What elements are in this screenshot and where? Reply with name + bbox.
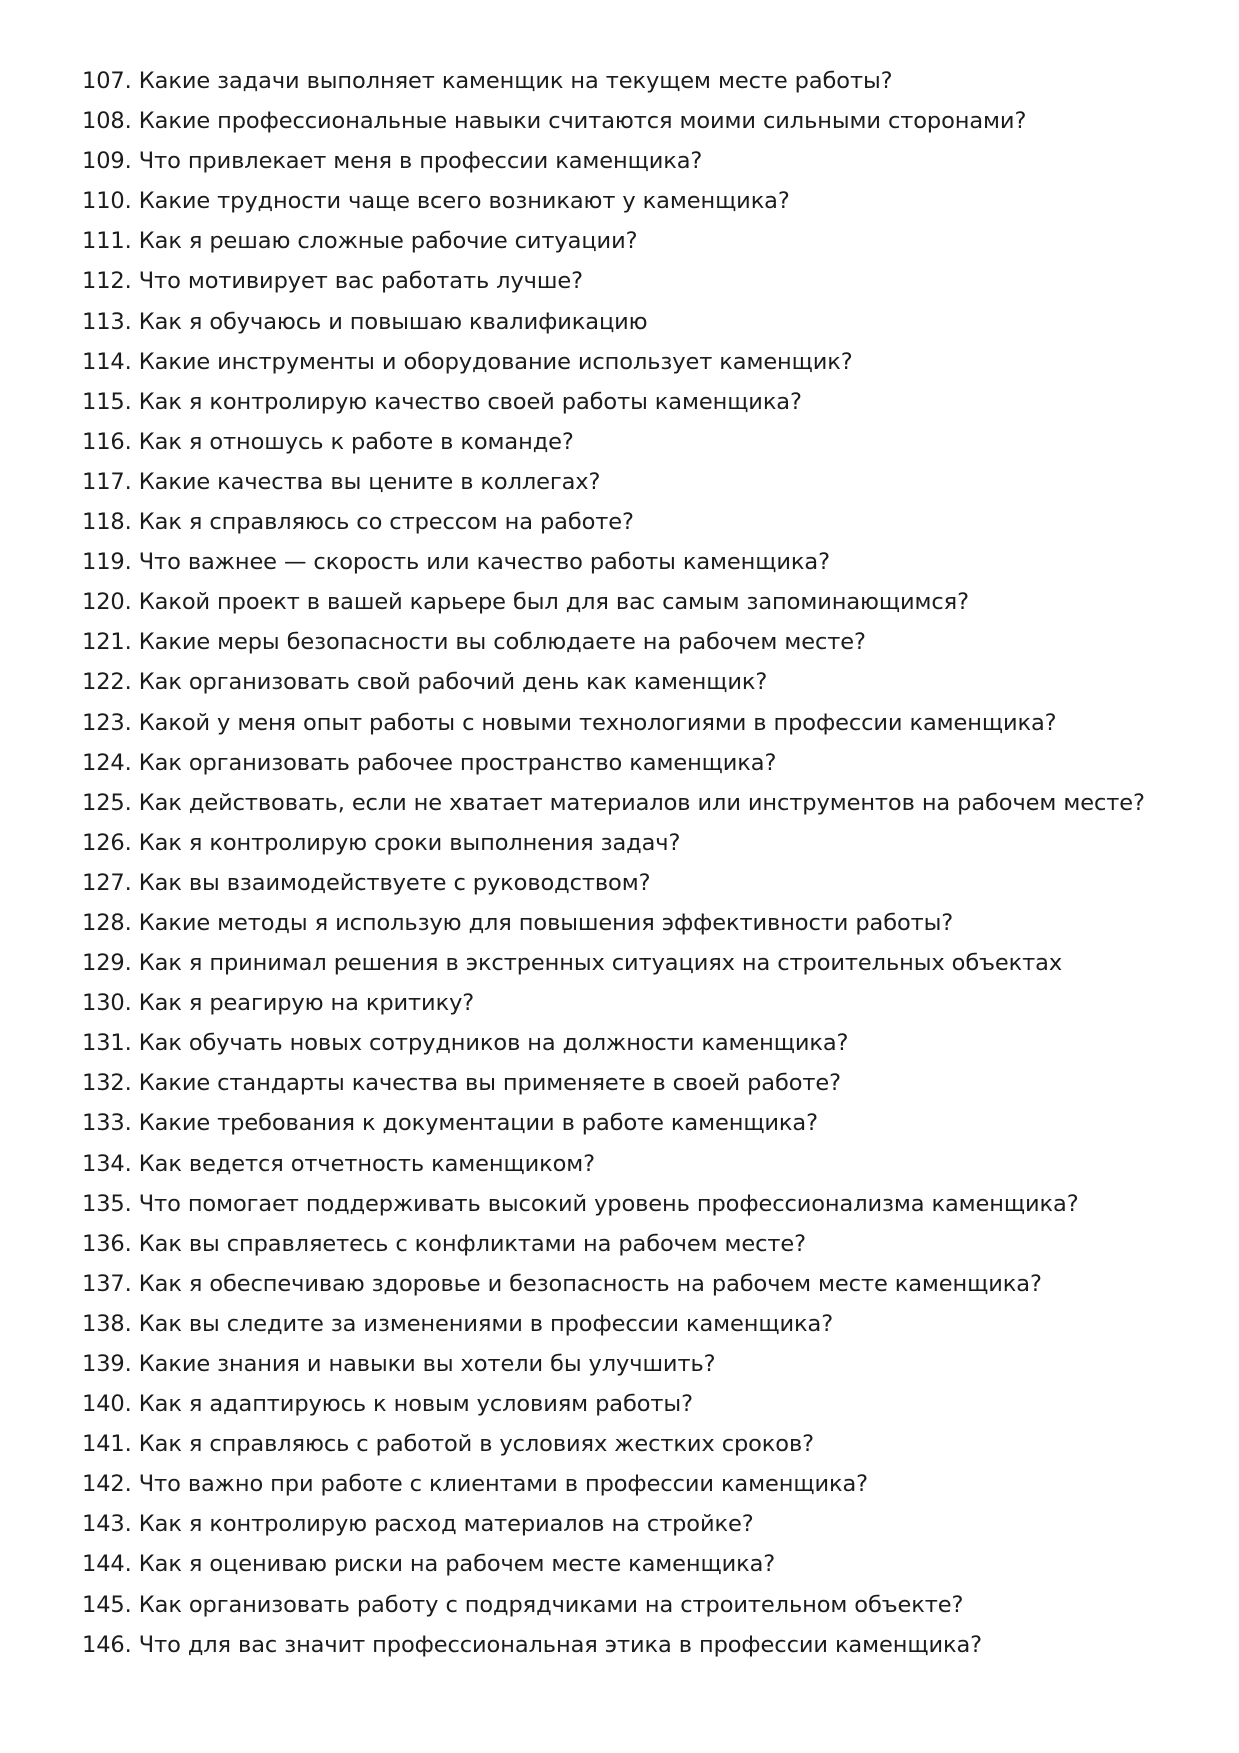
list-item (82, 823, 1162, 863)
list-item (82, 1424, 1162, 1464)
question-number: 111. (82, 228, 132, 255)
question-number: 107. (82, 68, 132, 94)
question-text: Как организовать работу с подрядчиками на строительном объекте? (138, 1591, 964, 1618)
question-text: Как я контролирую сроки выполнения задач? (138, 829, 681, 856)
question-text: Как я оцениваю риски на рабочем месте каменщика? (138, 1551, 776, 1578)
list-item (82, 1103, 1162, 1143)
list-item (82, 662, 1162, 702)
question-list (82, 61, 1162, 1665)
list-item (82, 1585, 1162, 1625)
question-text: Что привлекает меня в профессии каменщика? (138, 148, 703, 175)
question-text: Как вы следите за изменениями в профессии каменщика? (138, 1310, 834, 1337)
list-item (82, 1384, 1162, 1424)
question-text: Как я отношусь к работе в команде? (138, 428, 574, 455)
question-text: Как я реагирую на критику? (138, 990, 475, 1017)
list-item (82, 1184, 1162, 1224)
question-text: Какие методы я использую для повышения эффективности работы? (138, 909, 954, 936)
question-number: 110. (82, 188, 132, 215)
list-item (82, 1023, 1162, 1063)
question-number: 134. (82, 1150, 132, 1177)
list-item (82, 903, 1162, 943)
list-item (82, 502, 1162, 542)
list-item (82, 382, 1162, 422)
list-item (82, 743, 1162, 783)
question-number: 141. (82, 1431, 132, 1458)
list-item (82, 1504, 1162, 1544)
question-text: Как я принимал решения в экстренных ситуациях на строительных объектах (138, 950, 1063, 977)
question-text: Что важнее — скорость или качество работы каменщика? (138, 549, 830, 576)
question-number: 142. (82, 1471, 132, 1498)
question-text: Как я обеспечиваю здоровье и безопасность на рабочем месте каменщика? (138, 1270, 1042, 1297)
list-item (82, 983, 1162, 1023)
question-number: 121. (82, 629, 132, 656)
question-number: 145. (82, 1591, 132, 1618)
list-item (82, 342, 1162, 382)
question-text: Как я справляюсь с работой в условиях жестких сроков? (138, 1431, 814, 1458)
question-text: Как я решаю сложные рабочие ситуации? (138, 228, 638, 255)
question-number: 115. (82, 388, 132, 415)
list-item (82, 622, 1162, 662)
question-number: 108. (82, 108, 132, 135)
list-item (82, 261, 1162, 301)
question-text: Как я справляюсь со стрессом на работе? (138, 509, 634, 536)
list-item (82, 101, 1162, 141)
question-number: 123. (82, 709, 132, 736)
question-number: 117. (82, 468, 132, 495)
question-number: 139. (82, 1351, 132, 1377)
list-item (82, 1344, 1162, 1384)
question-number: 137. (82, 1270, 132, 1297)
question-number: 113. (82, 308, 132, 335)
question-text: Какие профессиональные навыки считаются моими сильными сторонами? (138, 108, 1027, 135)
question-text: Как я контролирую качество своей работы каменщика? (138, 388, 802, 415)
list-item (82, 181, 1162, 221)
question-number: 144. (82, 1551, 132, 1578)
list-item (82, 422, 1162, 462)
list-item (82, 943, 1162, 983)
question-number: 146. (82, 1631, 132, 1658)
question-number: 135. (82, 1190, 132, 1217)
question-number: 122. (82, 669, 132, 696)
question-number: 127. (82, 869, 132, 896)
list-item (82, 221, 1162, 261)
question-number: 132. (82, 1070, 132, 1097)
list-item (82, 1544, 1162, 1584)
question-number: 129. (82, 950, 132, 977)
question-text: Какие трудности чаще всего возникают у каменщика? (138, 188, 790, 215)
question-text: Как действовать, если не хватает материалов или инструментов на рабочем месте? (138, 789, 1145, 816)
question-number: 131. (82, 1030, 132, 1057)
question-number: 143. (82, 1511, 132, 1538)
list-item (82, 1304, 1162, 1344)
list-item (82, 1063, 1162, 1103)
question-text: Какие требования к документации в работе каменщика? (138, 1110, 818, 1137)
question-number: 140. (82, 1391, 132, 1418)
list-item (82, 582, 1162, 622)
question-text: Какой проект в вашей карьере был для вас самым запоминающимся? (138, 589, 969, 616)
list-item (82, 863, 1162, 903)
question-number: 138. (82, 1310, 132, 1337)
question-text: Как организовать свой рабочий день как каменщик? (138, 669, 768, 696)
question-number: 119. (82, 549, 132, 576)
list-item (82, 1625, 1162, 1665)
list-item (82, 703, 1162, 743)
question-text: Как организовать рабочее пространство каменщика? (138, 749, 777, 776)
list-item (82, 61, 1162, 101)
question-number: 118. (82, 509, 132, 536)
question-number: 125. (82, 789, 132, 816)
question-text: Что мотивирует вас работать лучше? (138, 268, 583, 295)
list-item (82, 1464, 1162, 1504)
list-item (82, 302, 1162, 342)
question-text: Как я адаптируюсь к новым условиям работы? (138, 1391, 693, 1418)
list-item (82, 462, 1162, 502)
question-number: 130. (82, 990, 132, 1017)
list-item (82, 1144, 1162, 1184)
question-text: Какие качества вы цените в коллегах? (138, 468, 601, 495)
question-text: Как вы справляетесь с конфликтами на рабочем месте? (138, 1230, 807, 1257)
question-text: Какие меры безопасности вы соблюдаете на рабочем месте? (138, 629, 866, 656)
question-text: Как обучать новых сотрудников на должности каменщика? (138, 1030, 849, 1057)
question-text: Какие задачи выполняет каменщик на текущем месте работы? (138, 68, 893, 94)
question-text: Какие инструменты и оборудование использует каменщик? (138, 348, 853, 375)
question-text: Как я обучаюсь и повышаю квалификацию (138, 308, 648, 335)
question-number: 136. (82, 1230, 132, 1257)
question-number: 114. (82, 348, 132, 375)
question-number: 120. (82, 589, 132, 616)
question-text: Что помогает поддерживать высокий уровень профессионализма каменщика? (138, 1190, 1079, 1217)
question-number: 126. (82, 829, 132, 856)
question-text: Что для вас значит профессиональная этика в профессии каменщика? (138, 1631, 982, 1658)
question-number: 109. (82, 148, 132, 175)
question-number: 128. (82, 909, 132, 936)
question-text: Как вы взаимодействуете с руководством? (138, 869, 651, 896)
list-item (82, 542, 1162, 582)
question-number: 133. (82, 1110, 132, 1137)
list-item (82, 783, 1162, 823)
question-text: Какой у меня опыт работы с новыми технологиями в профессии каменщика? (138, 709, 1057, 736)
list-item (82, 141, 1162, 181)
question-text: Какие стандарты качества вы применяете в своей работе? (138, 1070, 841, 1097)
list-item (82, 1264, 1162, 1304)
list-item (82, 1224, 1162, 1264)
question-number: 124. (82, 749, 132, 776)
question-text: Какие знания и навыки вы хотели бы улучшить? (138, 1351, 716, 1377)
question-text: Как я контролирую расход материалов на стройке? (138, 1511, 754, 1538)
question-text: Что важно при работе с клиентами в профессии каменщика? (138, 1471, 868, 1498)
question-number: 112. (82, 268, 132, 295)
question-number: 116. (82, 428, 132, 455)
question-text: Как ведется отчетность каменщиком? (138, 1150, 596, 1177)
